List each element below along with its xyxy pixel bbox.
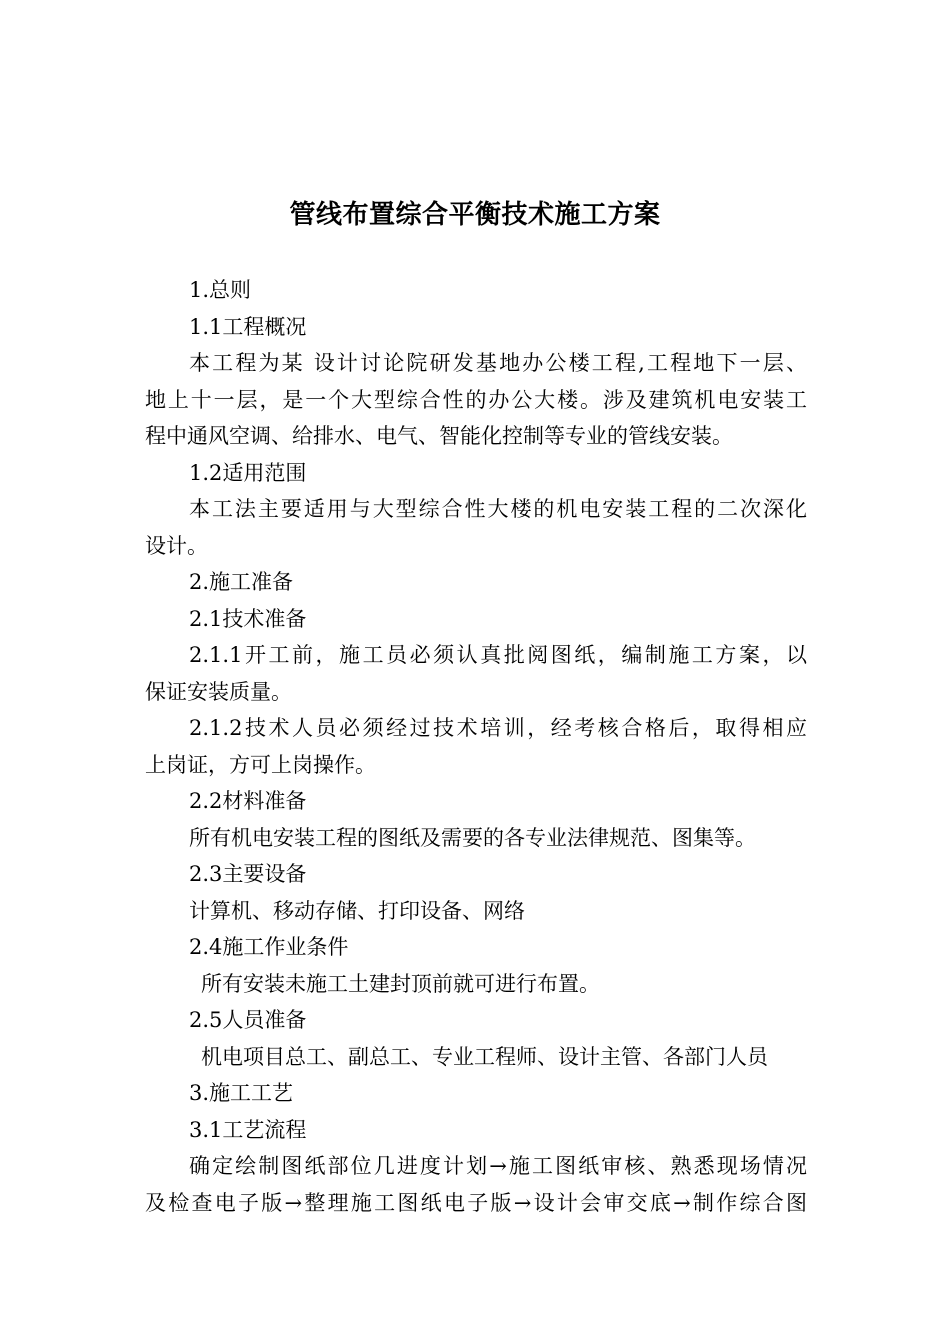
document-title: 管线布置综合平衡技术施工方案 [289, 200, 661, 230]
paragraph-2-1-2-line-1: 2.1.2技术人员必须经过技术培训，经考核合格后，取得相应 [189, 716, 807, 740]
paragraph-personnel: 机电项目总工、副总工、专业工程师、设计主管、各部门人员 [201, 1044, 768, 1069]
paragraph-process-line-2: 及检查电子版→整理施工图纸电子版→设计会审交底→制作综合图 [145, 1190, 807, 1215]
heading-1-1: 1.1工程概况 [189, 314, 307, 339]
heading-2: 2.施工准备 [189, 570, 294, 594]
heading-3: 3.施工工艺 [189, 1081, 294, 1105]
heading-2-2: 2.2材料准备 [189, 789, 307, 813]
paragraph-overview-line-2: 地上十一层，是一个大型综合性的办公大楼。涉及建筑机电安装工 [145, 387, 807, 412]
paragraph-materials: 所有机电安装工程的图纸及需要的各专业法律规范、图集等。 [189, 825, 756, 850]
paragraph-scope-line-1: 本工法主要适用与大型综合性大楼的机电安装工程的二次深化 [189, 497, 807, 521]
paragraph-overview-line-3: 程中通风空调、给排水、电气、智能化控制等专业的管线安装。 [145, 424, 733, 448]
paragraph-2-1-1-line-1: 2.1.1开工前，施工员必须认真批阅图纸，编制施工方案，以 [189, 643, 807, 667]
heading-2-5: 2.5人员准备 [189, 1008, 307, 1032]
heading-1-2: 1.2适用范围 [189, 460, 307, 485]
heading-2-4: 2.4施工作业条件 [189, 935, 349, 959]
paragraph-process-line-1: 确定绘制图纸部位几进度计划→施工图纸审核、熟悉现场情况 [189, 1154, 807, 1178]
paragraph-equipment: 计算机、移动存储、打印设备、网络 [189, 898, 525, 923]
heading-3-1: 3.1工艺流程 [189, 1117, 307, 1142]
heading-2-3: 2.3主要设备 [189, 862, 307, 886]
paragraph-work-conditions: 所有安装未施工土建封顶前就可进行布置。 [201, 971, 600, 996]
paragraph-overview-line-1: 本工程为某 设计讨论院研发基地办公楼工程,工程地下一层、 [189, 351, 807, 375]
heading-2-1: 2.1技术准备 [189, 606, 307, 631]
paragraph-scope-line-2: 设计。 [145, 533, 208, 558]
paragraph-2-1-1-line-2: 保证安装质量。 [145, 679, 292, 704]
paragraph-2-1-2-line-2: 上岗证，方可上岗操作。 [145, 752, 376, 777]
heading-1: 1.总则 [189, 278, 252, 302]
document-body [145, 272, 807, 1221]
